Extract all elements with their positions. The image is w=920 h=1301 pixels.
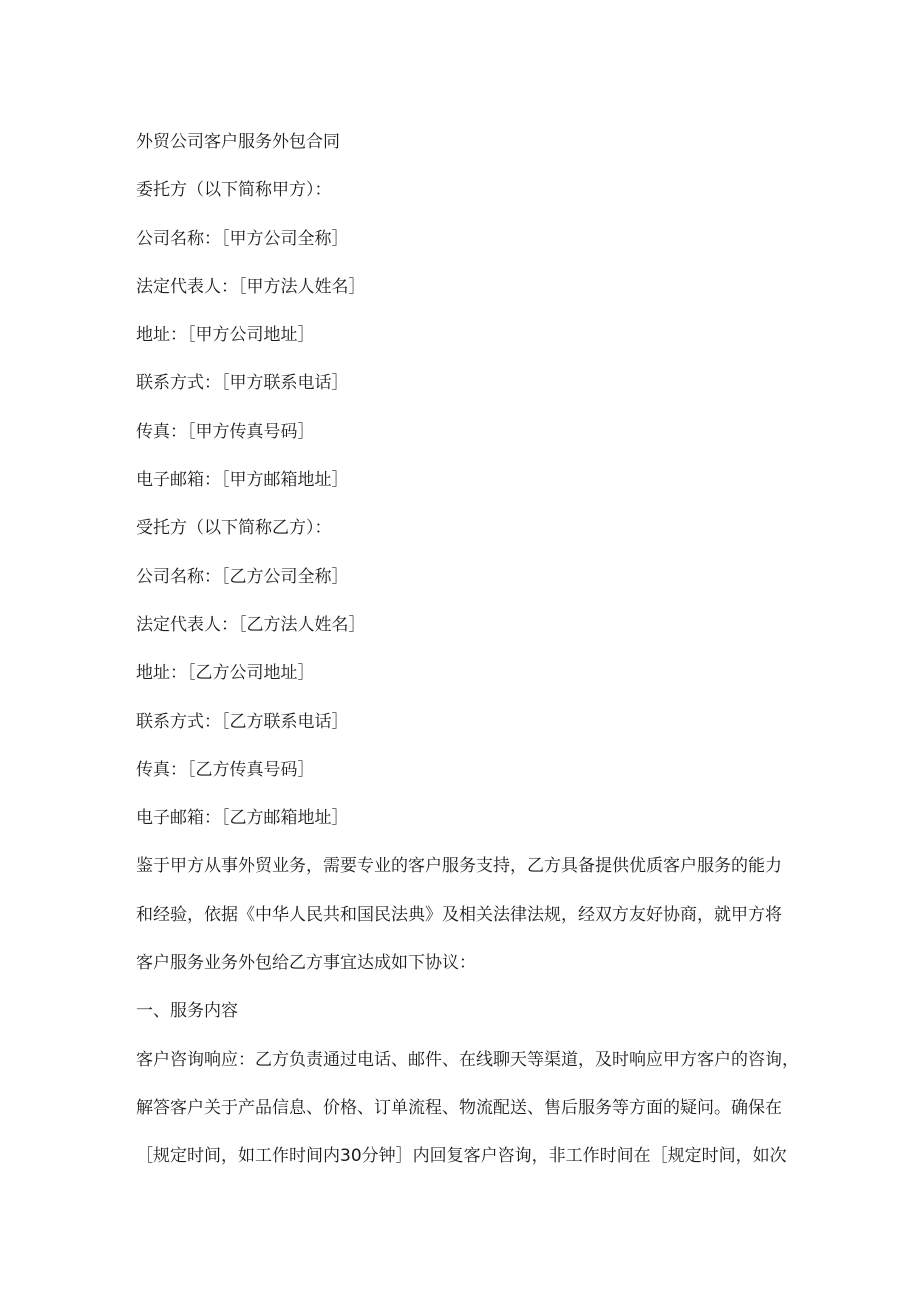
field-value: ［乙方联系电话］	[221, 711, 349, 732]
party-a-email	[136, 456, 796, 504]
field-label: 公司名称：	[136, 228, 221, 249]
field-label: 电子邮箱：	[136, 808, 221, 829]
field-value: ［甲方邮箱地址］	[221, 470, 349, 491]
preamble-line: 客户服务业务外包给乙方事宜达成如下协议：	[136, 953, 476, 974]
preamble-paragraph	[136, 842, 796, 987]
field-value: ［甲方联系电话］	[221, 373, 349, 394]
party-b-heading: 受托方（以下简称乙方）：	[136, 518, 332, 539]
field-label: 传真：	[136, 421, 187, 442]
field-label: 法定代表人：	[136, 276, 238, 297]
field-label: 联系方式：	[136, 711, 221, 732]
party-a-legal-rep	[136, 263, 796, 311]
party-a-fax	[136, 408, 796, 456]
party-b-email	[136, 794, 796, 842]
section-heading-service-content: 一、服务内容	[136, 1001, 238, 1022]
preamble-line: 鉴于甲方从事外贸业务，需要专业的客户服务支持，乙方具备提供优质客户服务的能力	[136, 856, 782, 877]
field-label: 公司名称：	[136, 566, 221, 587]
party-a-phone	[136, 359, 796, 407]
party-b-fax	[136, 746, 796, 794]
field-label: 地址：	[136, 663, 187, 684]
party-b-company-name	[136, 553, 796, 601]
party-b-legal-rep	[136, 601, 796, 649]
paragraph-line: ［规定时间，如工作时间内30分钟］内回复客户咨询，非工作时间在［规定时间，如次	[136, 1146, 787, 1167]
field-value: ［乙方传真号码］	[187, 759, 315, 780]
paragraph-line: 客户咨询响应：乙方负责通过电话、邮件、在线聊天等渠道，及时响应甲方客户的咨询，	[136, 1049, 799, 1070]
field-label: 电子邮箱：	[136, 470, 221, 491]
paragraph-line: 解答客户关于产品信息、价格、订单流程、物流配送、售后服务等方面的疑问。确保在	[136, 1097, 782, 1118]
service-content-paragraph	[136, 1036, 799, 1181]
document-title: 外贸公司客户服务外包合同	[136, 132, 340, 152]
field-label: 传真：	[136, 759, 187, 780]
field-label: 法定代表人：	[136, 614, 238, 635]
party-a-heading: 委托方（以下简称甲方）：	[136, 180, 332, 201]
field-value: ［甲方公司全称］	[221, 228, 349, 249]
field-value: ［甲方传真号码］	[187, 421, 315, 442]
field-label: 联系方式：	[136, 373, 221, 394]
field-value: ［乙方邮箱地址］	[221, 808, 349, 829]
field-value: ［甲方公司地址］	[187, 325, 315, 346]
field-value: ［乙方公司全称］	[221, 566, 349, 587]
field-value: ［乙方公司地址］	[187, 663, 315, 684]
party-b-phone	[136, 698, 796, 746]
preamble-line: 和经验，依据《中华人民共和国民法典》及相关法律法规，经双方友好协商，就甲方将	[136, 904, 782, 925]
field-value: ［甲方法人姓名］	[238, 276, 366, 297]
field-label: 地址：	[136, 325, 187, 346]
party-a-address	[136, 311, 796, 359]
document-body	[136, 118, 799, 1181]
field-value: ［乙方法人姓名］	[238, 614, 366, 635]
party-b-address	[136, 649, 796, 697]
party-a-company-name	[136, 215, 796, 263]
